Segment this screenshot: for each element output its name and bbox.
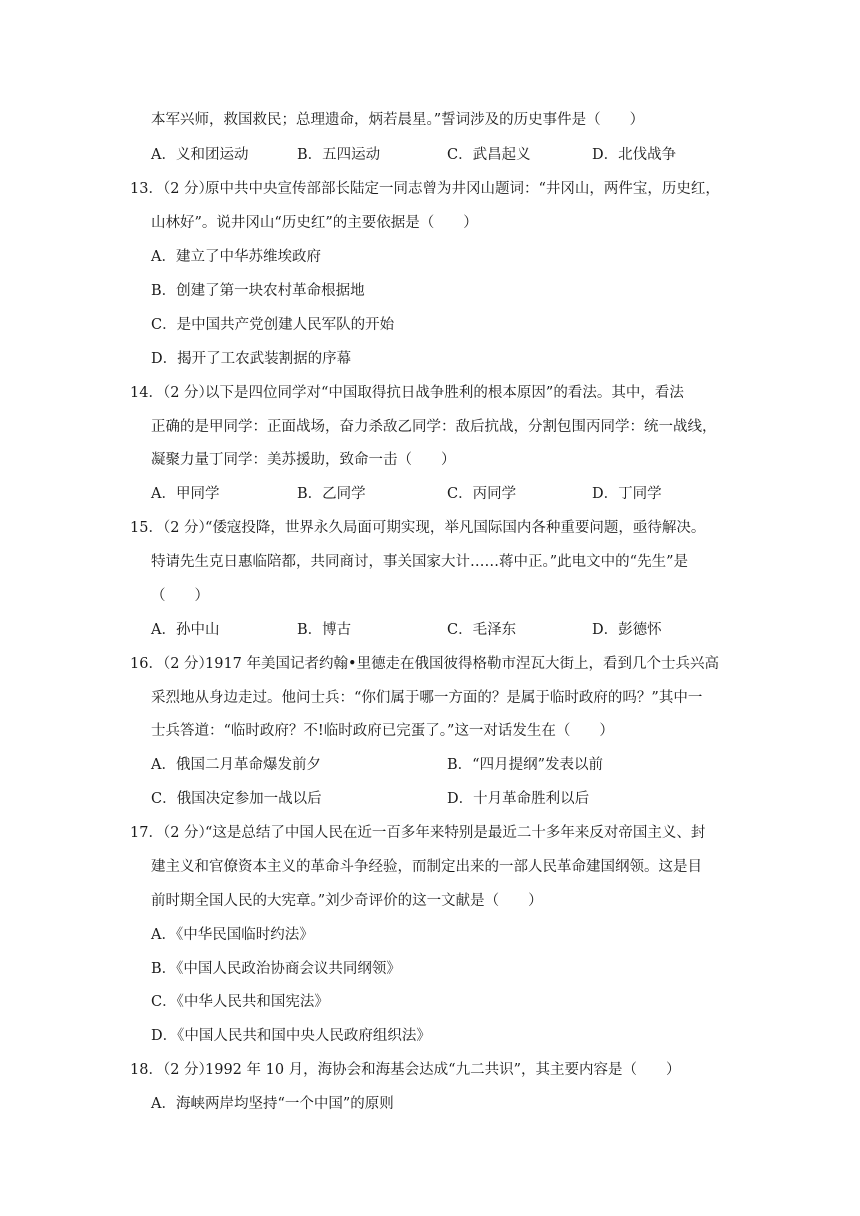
q15-line-1: “倭寇投降，世界永久局面可期实现，举凡国际国内各种重要问题，亟待解决。	[205, 520, 706, 536]
q12-option-c: C．武昌起义	[447, 147, 531, 163]
q18-number: 18．（2 分）	[130, 1062, 214, 1078]
q16-option-c: C．俄国决定参加一战以后	[151, 791, 322, 807]
q14-number: 14．（2 分）	[130, 385, 214, 401]
q15-option-a: A．孙中山	[151, 622, 220, 638]
q13-option-d: D．揭开了工农武装割据的序幕	[151, 351, 352, 367]
q17-option-a: A．《中华民国临时约法》	[151, 927, 314, 943]
q13-line-1: 原中共中央宣传部部长陆定一同志曾为井冈山题词：“井冈山，两件宝，历史红，	[205, 181, 720, 197]
q13-line-2: 山林好”。说井冈山“历史红”的主要依据是（ ）	[151, 215, 478, 231]
q17-line-3: 前时期全国人民的大宪章。”刘少奇评价的这一文献是（ ）	[151, 893, 543, 909]
q14-option-d: D．丁同学	[592, 486, 662, 502]
q16-option-a: A．俄国二月革命爆发前夕	[151, 757, 321, 773]
q13-option-a: A．建立了中华苏维埃政府	[151, 249, 321, 265]
q15-option-d: D．彭德怀	[592, 622, 662, 638]
q12-option-b: B．五四运动	[297, 147, 381, 163]
q14-option-b: B．乙同学	[297, 486, 366, 502]
q12-option-a: A．义和团运动	[151, 147, 249, 163]
q15-option-c: C．毛泽东	[447, 622, 517, 638]
q17-option-b: B．《中国人民政治协商会议共同纲领》	[151, 961, 401, 977]
q12-line: 本军兴师，救国救民；总理遗命，炳若晨星。”誓词涉及的历史事件是（ ）	[151, 112, 645, 128]
q14-line-1: 以下是四位同学对“中国取得抗日战争胜利的根本原因”的看法。其中，看法	[205, 385, 684, 401]
q17-option-c: C．《中华人民共和国宪法》	[151, 994, 329, 1010]
q14-option-c: C．丙同学	[447, 486, 517, 502]
q14-option-a: A．甲同学	[151, 486, 220, 502]
q16-number: 16．（2 分）	[130, 656, 214, 672]
q13-option-b: B．创建了第一块农村革命根据地	[151, 283, 365, 299]
q18-option-a: A．海峡两岸均坚持“一个中国”的原则	[151, 1096, 394, 1112]
q18-line-1: 1992 年 10 月，海协会和海基会达成“九二共识”，其主要内容是（ ）	[205, 1062, 681, 1078]
q12-option-d: D．北伐战争	[592, 147, 677, 163]
q16-line-3: 士兵答道：“临时政府？不!临时政府已完蛋了。”这一对话发生在（ ）	[151, 723, 614, 739]
q16-option-d: D．十月革命胜利以后	[447, 791, 590, 807]
q17-line-1: “这是总结了中国人民在近一百多年来特别是最近二十多年来反对帝国主义、封	[205, 825, 706, 841]
q15-number: 15．（2 分）	[130, 520, 214, 536]
q13-number: 13．（2 分）	[130, 181, 214, 197]
q13-option-c: C．是中国共产党创建人民军队的开始	[151, 317, 395, 333]
q17-option-d: D．《中国人民共和国中央人民政府组织法》	[151, 1028, 431, 1044]
q15-line-2: 特请先生克日惠临陪都，共同商讨，事关国家大计……蒋中正。”此电文中的“先生”是	[151, 554, 688, 570]
q16-line-1: 1917 年美国记者约翰•里德走在俄国彼得格勒市涅瓦大街上，看到几个士兵兴高	[205, 656, 720, 672]
q14-line-2: 正确的是甲同学：正面战场，奋力杀敌乙同学：敌后抗战，分割包围丙同学：统一战线，	[151, 419, 717, 435]
q15-line-3: （ ）	[151, 588, 209, 604]
q16-line-2: 采烈地从身边走过。他问士兵：“你们属于哪一方面的？是属于临时政府的吗？”其中一	[151, 690, 703, 706]
q16-option-b: B．“四月提纲”发表以前	[447, 757, 603, 773]
q17-line-2: 建主义和官僚资本主义的革命斗争经验，而制定出来的一部人民革命建国纲领。这是目	[151, 859, 702, 875]
q17-number: 17．（2 分）	[130, 825, 214, 841]
q14-line-3: 凝聚力量丁同学：美苏援助，致命一击（ ）	[151, 452, 456, 468]
q15-option-b: B．博古	[297, 622, 352, 638]
